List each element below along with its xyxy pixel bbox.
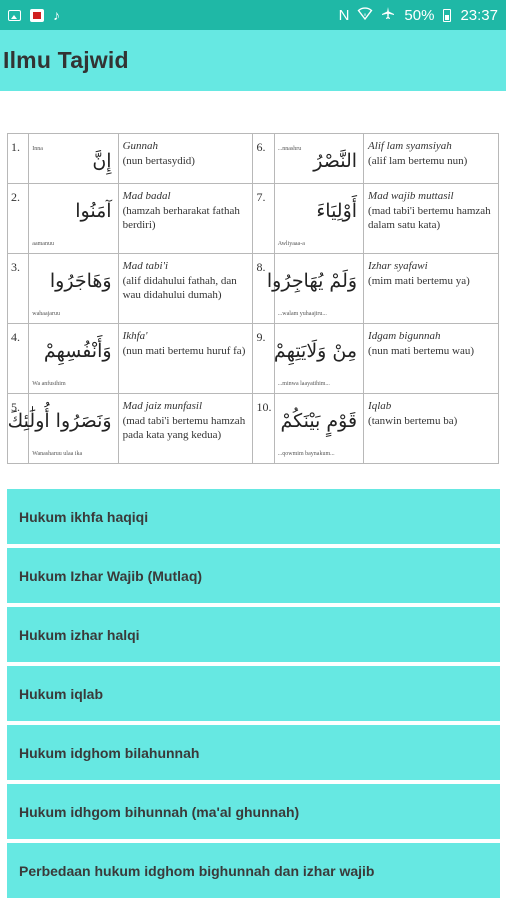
rule-term: Mad tabi'i	[122, 260, 168, 272]
arabic-example-cell	[274, 134, 363, 184]
arabic-example-cell	[29, 254, 118, 324]
rule-number: 3.	[11, 260, 20, 274]
rule-description-cell	[118, 184, 253, 254]
rule-explanation: (mad tabi'i bertemu hamzah pada kata yang kedua)	[122, 414, 246, 441]
topic-list-item[interactable]: Hukum idhgom bihunnah (ma'al ghunnah)	[7, 784, 500, 839]
arabic-example-cell	[274, 184, 363, 254]
rule-number-cell	[253, 134, 274, 184]
table-row	[8, 254, 499, 324]
rule-number: 2.	[11, 190, 20, 204]
rule-description-cell	[364, 324, 499, 394]
topic-list-item[interactable]: Hukum Izhar Wajib (Mutlaq)	[7, 548, 500, 603]
arabic-example: وَنَصَرُوا أُولَٰئِكَ	[7, 410, 112, 432]
transliteration: aamanuu	[32, 241, 54, 247]
status-bar	[0, 0, 506, 30]
rule-number-cell	[253, 324, 274, 394]
rule-number: 4.	[11, 330, 20, 344]
transliteration: Wanasharuu ulaa ika	[32, 451, 83, 457]
rule-description-cell	[118, 254, 253, 324]
app-title: Ilmu Tajwid	[3, 47, 129, 73]
transliteration: ...minwa laayatihim...	[277, 381, 330, 387]
arabic-example: وَأَنْفُسِهِمْ	[43, 340, 112, 362]
rule-term: Izhar syafawi	[368, 260, 428, 272]
rule-term: Iqlab	[368, 400, 392, 412]
arabic-example-cell	[274, 394, 363, 464]
tajwid-reference-image	[7, 133, 499, 463]
rule-number-cell	[253, 184, 274, 254]
topic-list-item[interactable]: Hukum izhar halqi	[7, 607, 500, 662]
rule-description-cell	[118, 394, 253, 464]
rule-term: Mad wajib muttasil	[368, 190, 454, 202]
table-row	[8, 184, 499, 254]
arabic-example-cell	[29, 324, 118, 394]
app-bar	[0, 30, 506, 91]
arabic-example: إِنَّ	[92, 150, 112, 172]
table-row	[8, 394, 499, 464]
rule-term: Alif lam syamsiyah	[368, 140, 452, 152]
arabic-example: مِنْ وَلَايَتِهِمْ	[273, 340, 358, 362]
arabic-example: أَوْلِيَاءَ	[316, 200, 358, 222]
transliteration: ...qowmim baynakum...	[277, 451, 335, 457]
battery-icon	[443, 9, 451, 22]
arabic-example: النَّصْرُ	[313, 150, 358, 172]
rule-number: 9.	[256, 330, 266, 344]
arabic-example: وَهَاجَرُوا	[49, 270, 112, 292]
rule-description-cell	[364, 394, 499, 464]
transliteration: ...nnashru	[277, 146, 302, 152]
rule-description-cell	[364, 184, 499, 254]
rule-description-cell	[364, 254, 499, 324]
rule-term: Mad jaiz munfasil	[122, 400, 203, 412]
svg-text:×: ×	[363, 12, 367, 18]
rule-explanation: (tanwin bertemu ba)	[368, 414, 458, 427]
rule-number: 1.	[11, 140, 20, 154]
rule-number-cell	[8, 134, 29, 184]
topic-list-item[interactable]: Hukum idghom bilahunnah	[7, 725, 500, 780]
topic-list-item[interactable]: Hukum iqlab	[7, 666, 500, 721]
arabic-example: آمَنُوا	[75, 200, 112, 222]
tajwid-table	[7, 133, 499, 464]
airplane-icon	[381, 6, 395, 24]
rule-term: Gunnah	[122, 140, 159, 152]
arabic-example-cell	[7, 394, 118, 464]
topic-list-item[interactable]: Hukum ikhfa haqiqi	[7, 489, 500, 544]
rule-term: Idgam bigunnah	[368, 330, 441, 342]
music-icon: ♪	[53, 7, 60, 23]
arabic-example-cell	[29, 184, 118, 254]
rule-explanation: (nun mati bertemu wau)	[368, 344, 475, 357]
rule-number-cell	[8, 184, 29, 254]
table-row	[8, 134, 499, 184]
topic-list	[7, 489, 500, 902]
rule-number-cell	[8, 324, 29, 394]
rule-number: 8.	[256, 260, 266, 274]
transliteration: Awliyaaa-a	[277, 241, 305, 247]
rule-number: 5.	[11, 400, 20, 414]
app-icon	[30, 9, 44, 22]
rule-explanation: (alif lam bertemu nun)	[368, 154, 468, 167]
arabic-example-cell	[29, 134, 118, 184]
rule-description-cell	[118, 324, 253, 394]
rule-explanation: (mim mati bertemu ya)	[368, 274, 470, 287]
transliteration: wahaajaruu	[32, 311, 60, 317]
rule-explanation: (nun bertasydid)	[122, 154, 195, 167]
status-bar-notifications	[8, 8, 60, 22]
arabic-example: قَوْمٍ بَيْنَكُمْ	[280, 410, 358, 432]
rule-explanation: (alif didahului fathah, dan wau didahului dumah)	[122, 274, 237, 301]
transliteration: ...walam yuhaajiru...	[277, 311, 327, 317]
arabic-example: وَلَمْ يُهَاجِرُوا	[266, 270, 358, 292]
rule-explanation: (mad tabi'i bertemu hamzah dalam satu kata)	[368, 204, 491, 231]
transliteration: Inna	[32, 146, 43, 152]
rule-explanation: (hamzah berharakat fathah berdiri)	[122, 204, 240, 231]
table-row	[8, 324, 499, 394]
rule-term: Mad badal	[122, 190, 171, 202]
topic-list-item[interactable]: Perbedaan hukum idghom bighunnah dan izhar wajib	[7, 843, 500, 898]
image-icon	[8, 10, 21, 21]
clock: 23:37	[460, 6, 498, 24]
arabic-example-cell	[266, 254, 363, 324]
rule-description-cell	[118, 134, 253, 184]
rule-number-cell	[8, 254, 29, 324]
rule-number: 6.	[256, 140, 266, 154]
rule-number-cell	[253, 394, 274, 464]
battery-percent: 50%	[404, 6, 435, 24]
rule-number: 10.	[256, 400, 272, 414]
wifi-icon	[358, 7, 372, 24]
nfc-icon: N	[338, 6, 350, 24]
rule-description-cell	[364, 134, 499, 184]
arabic-example-cell	[274, 324, 363, 394]
rule-number: 7.	[256, 190, 266, 204]
rule-explanation: (nun mati bertemu huruf fa)	[122, 344, 246, 357]
rule-term: Ikhfa'	[122, 330, 148, 342]
transliteration: Wa anfusihim	[32, 381, 66, 387]
status-bar-system	[339, 6, 498, 24]
